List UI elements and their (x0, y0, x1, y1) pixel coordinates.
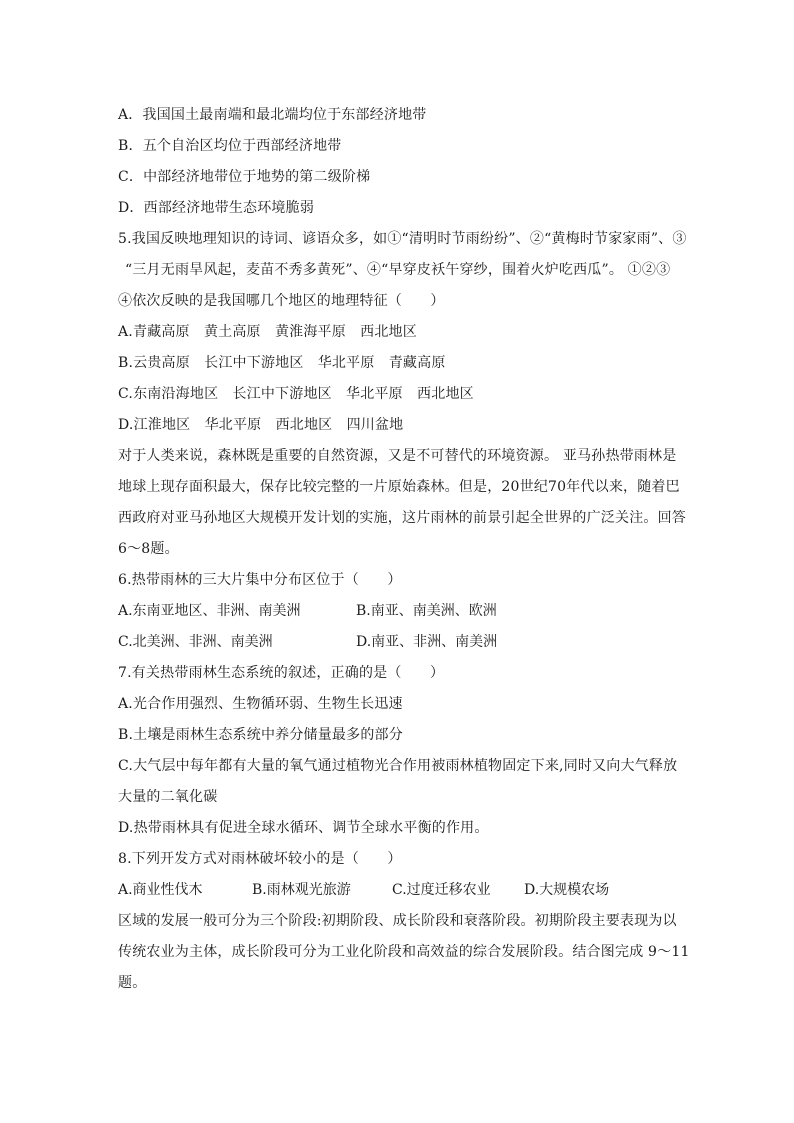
q5-stem-line-2: “三月无雨旱风起，麦苗不秀多黄死”、④“早穿皮袄午穿纱，围着火炉吃西瓜”。 ①②③ (125, 262, 671, 278)
q6-option-a: A.东南亚地区、非洲、南美洲 (118, 603, 301, 619)
region-passage-line-1: 区域的发展一般可分为三个阶段:初期阶段、成长阶段和衰落阶段。初期阶段主要表现为以 (118, 913, 677, 929)
q7-option-c-line-2: 大量的二氧化碳 (118, 789, 218, 805)
q5-stem-line-3: ④依次反映的是我国哪几个地区的地理特征（ ） (118, 293, 445, 309)
rainforest-passage-line-4: 6～8题。 (118, 541, 179, 557)
q5-option-d: D.江淮地区 华北平原 西北地区 四川盆地 (118, 417, 404, 433)
region-passage-line-3: 题。 (118, 975, 147, 991)
q8-option-a: A.商业性伐木 (118, 882, 203, 898)
rainforest-passage-line-2: 地球上现存面积最大，保存比较完整的一片原始森林。但是，20世纪70年代以来，随着巴 (118, 479, 680, 495)
q7-option-a: A.光合作用强烈、生物循环弱、生物生长迅速 (118, 696, 403, 712)
q6-option-b: B.南亚、南美洲、欧洲 (356, 603, 497, 619)
q8-options-row (118, 875, 688, 906)
q7-stem: 7.有关热带雨林生态系统的叙述，正确的是（ ） (118, 665, 445, 681)
q7-option-c-line-1: C.大气层中每年都有大量的氧气通过植物光合作用被雨林植物固定下来,同时又向大气释放 (118, 758, 678, 774)
exam-content (118, 100, 688, 999)
q6-options-row-2 (118, 627, 688, 658)
q8-option-c: C.过度迁移农业 (392, 882, 491, 898)
q5-option-b: B.云贵高原 长江中下游地区 华北平原 青藏高原 (118, 355, 446, 371)
rainforest-passage-line-3: 西政府对亚马孙地区大规模开发计划的实施，这片雨林的前景引起全世界的广泛关注。回答 (118, 510, 686, 526)
q5-option-c: C.东南沿海地区 长江中下游地区 华北平原 西北地区 (118, 386, 474, 402)
q6-stem: 6.热带雨林的三大片集中分布区位于（ ） (118, 572, 402, 588)
q7-option-b: B.土壤是雨林生态系统中养分储量最多的部分 (118, 727, 403, 743)
q8-stem: 8.下列开发方式对雨林破坏较小的是（ ） (118, 851, 402, 867)
q4-option-d: D．西部经济地带生态环境脆弱 (118, 200, 315, 216)
q7-option-d: D.热带雨林具有促进全球水循环、调节全球水平衡的作用。 (118, 820, 489, 836)
q5-option-a: A.青藏高原 黄土高原 黄淮海平原 西北地区 (118, 324, 417, 340)
region-passage-line-2: 传统农业为主体，成长阶段可分为工业化阶段和高效益的综合发展阶段。结合图完成 9～11 (118, 944, 690, 960)
q6-options-row-1 (118, 596, 688, 627)
q4-option-a: A．我国国土最南端和最北端均位于东部经济地带 (118, 107, 427, 123)
q4-option-b: B．五个自治区均位于西部经济地带 (118, 138, 342, 154)
q6-option-d: D.南亚、非洲、南美洲 (356, 634, 498, 650)
q5-stem-line-1: 5.我国反映地理知识的诗词、谚语众多，如①“清明时节雨纷纷”、②“黄梅时节家家雨”、③ (118, 231, 687, 247)
q8-option-d: D.大规模农场 (524, 882, 610, 898)
q4-option-c: C．中部经济地带位于地势的第二级阶梯 (118, 169, 371, 185)
rainforest-passage-line-1: 对于人类来说，森林既是重要的自然资源，又是不可替代的环境资源。 亚马孙热带雨林是 (118, 448, 677, 464)
q8-option-b: B.雨林观光旅游 (252, 882, 351, 898)
q6-option-c: C.北美洲、非洲、南美洲 (118, 634, 273, 650)
